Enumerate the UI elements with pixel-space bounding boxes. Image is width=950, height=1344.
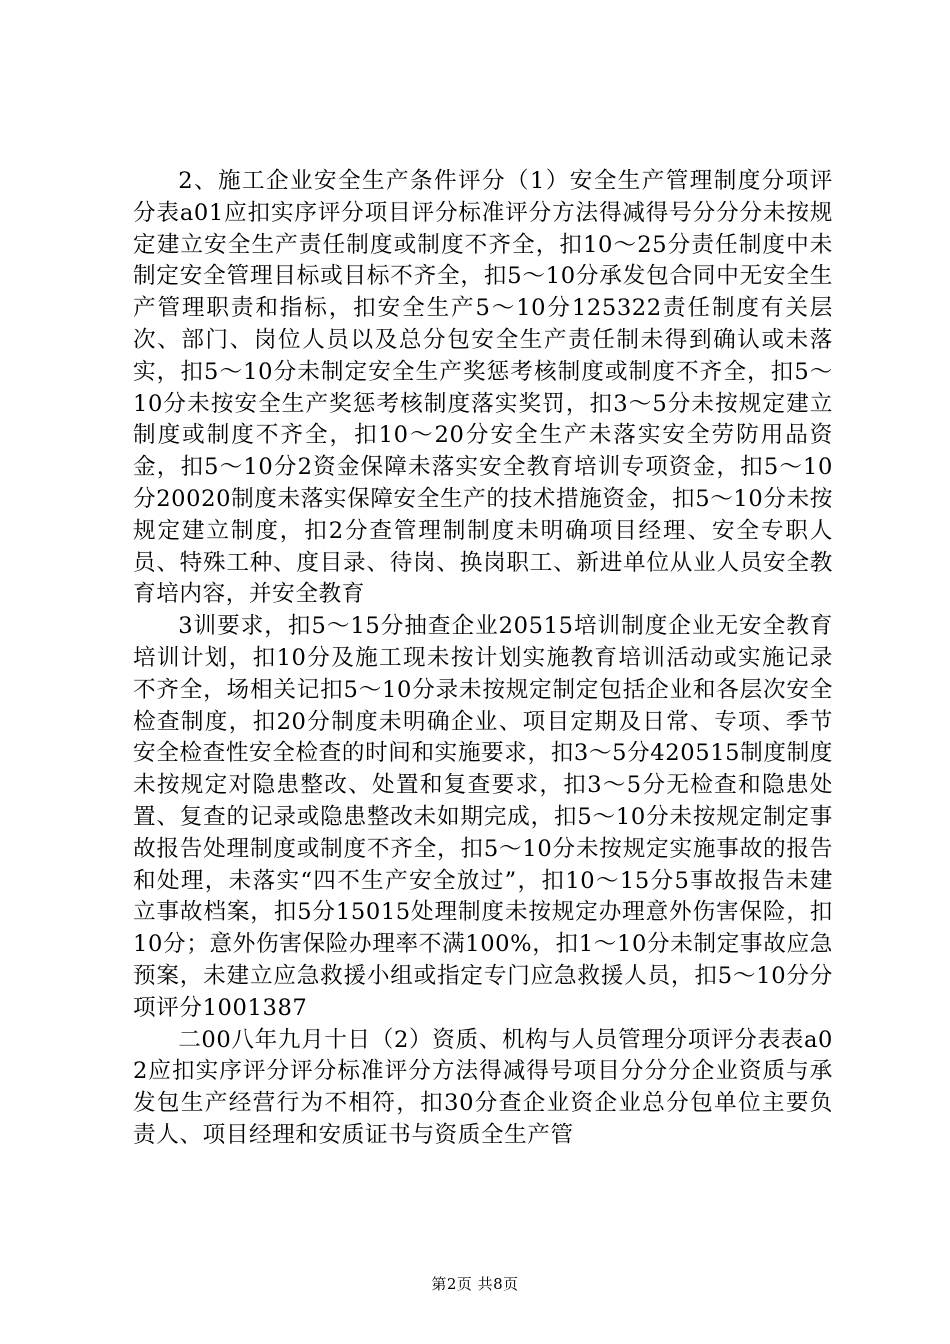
paragraph-3: 二00八年九月十日（2）资质、机构与人员管理分项评分表表a02应扣实序评分评分标准评分方法得减得号项目分分分企业资质与承发包生产经营行为不相符，扣30分查企业资企业总分包单位主要负责人、项目经理和安质证书与资质全生产管 bbox=[133, 1026, 833, 1148]
document-body bbox=[133, 166, 833, 1152]
paragraph-2: 3训要求，扣5～15分抽查企业20515培训制度企业无安全教育培训计划，扣10分及施工现未按计划实施教育培训活动或实施记录不齐全，场相关记扣5～10分录未按规定制定包括企业和各层次安全检查制度，扣20分制度未明确企业、项目定期及日常、专项、季节安全检查性安全检查的时间和实施要求，扣3～5分420515制度制度未按规定对隐患整改、处置和复查要求，扣3～5分无检查和隐患处置、复查的记录或隐患整改未如期完成，扣5～10分未按规定制定事故报告处理制度或制度不齐全，扣5～10分未按规定实施事故的报告和处理，未落实“四不生产安全放过”，扣10～15分5事故报告未建立事故档案，扣5分15015处理制度未按规定办理意外伤害保险，扣10分；意外伤害保险办理率不满100%，扣1～10分未制定事故应急预案，未建立应急救援小组或指定专门应急救援人员，扣5～10分分项评分1001387 bbox=[133, 613, 833, 1021]
page-footer: 第2页 共8页 bbox=[431, 1275, 519, 1293]
paragraph-1: 2、施工企业安全生产条件评分（1）安全生产管理制度分项评分表a01应扣实序评分项目评分标准评分方法得减得号分分分未按规定建立安全生产责任制度或制度不齐全，扣10～25分责任制度中未制定安全管理目标或目标不齐全，扣5～10分承发包合同中无安全生产管理职责和指标，扣安全生产5～10分125322责任制度有关层次、部门、岗位人员以及总分包安全生产责任制未得到确认或未落实，扣5～10分未制定安全生产奖惩考核制度或制度不齐全，扣5～10分未按安全生产奖惩考核制度落实奖罚，扣3～5分未按规定建立制度或制度不齐全，扣10～20分安全生产未落实安全劳防用品资金，扣5～10分2资金保障未落实安全教育培训专项资金，扣5～10分20020制度未落实保障安全生产的技术措施资金，扣5～10分未按规定建立制度，扣2分查管理制制度未明确项目经理、安全专职人员、特殊工种、度目录、待岗、换岗职工、新进单位从业人员安全教育培内容，并安全教育 bbox=[133, 168, 833, 608]
